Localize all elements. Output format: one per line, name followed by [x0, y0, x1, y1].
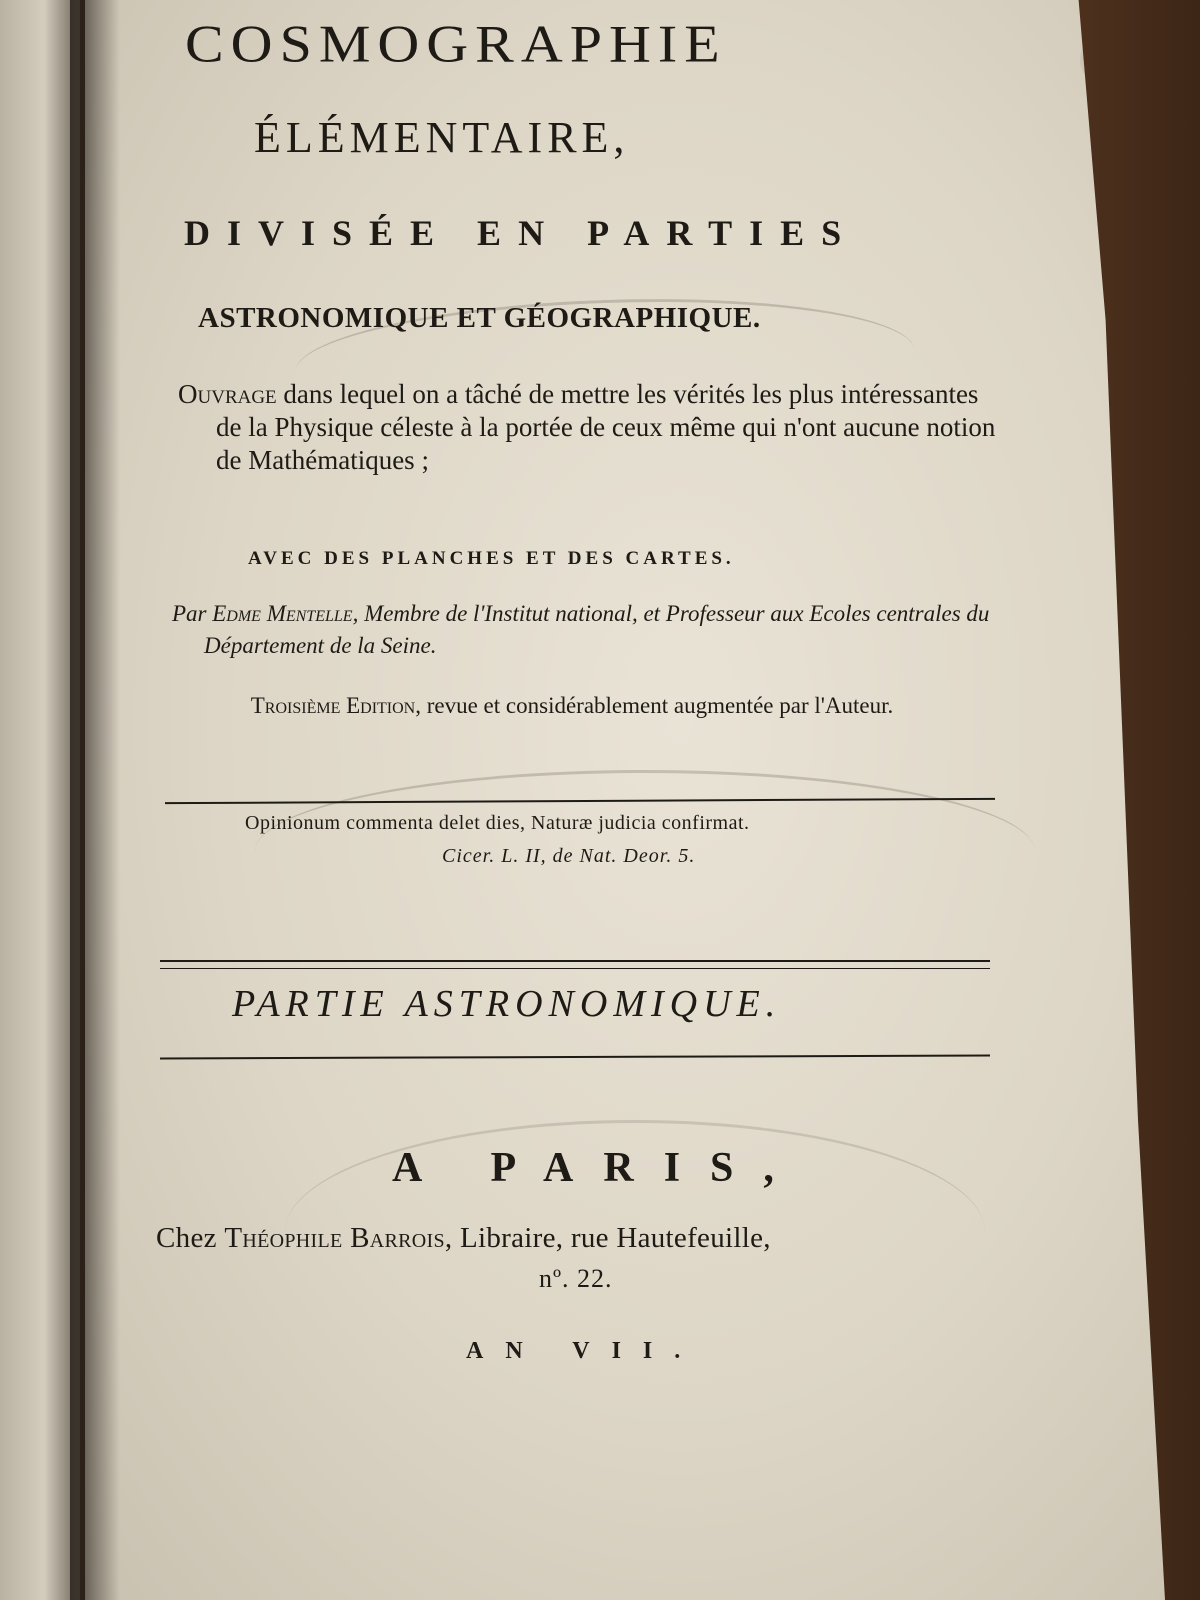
edition-line	[172, 690, 972, 722]
plates-line: AVEC DES PLANCHES ET DES CARTES.	[248, 548, 735, 569]
division-line: DIVISÉE EN PARTIES	[184, 213, 859, 253]
work-description	[178, 378, 1001, 477]
publisher-name: Théophile Barrois	[224, 1222, 445, 1254]
description-text: dans lequel on a tâché de mettre les vérités les plus intéressantes de la Physique céleste à la portée de ceux même qui n'ont aucune notion de Mathématiques ;	[216, 379, 996, 475]
publisher-address: , Libraire, rue Hautefeuille,	[444, 1222, 771, 1254]
book-subtitle: ÉLÉMENTAIRE,	[254, 113, 630, 162]
description-lead: Ouvrage	[178, 379, 277, 409]
section-heading: PARTIE ASTRONOMIQUE.	[232, 983, 782, 1025]
parts-line: ASTRONOMIQUE ET GÉOGRAPHIQUE.	[198, 302, 761, 334]
author-credentials: , Membre de l'Institut national, et Professeur aux Ecoles centrales du Département de la Seine.	[204, 601, 990, 658]
address-number: nº. 22.	[539, 1264, 613, 1293]
publication-year: AN VII.	[466, 1338, 703, 1364]
edition-text: , revue et considérablement augmentée par l'Auteur.	[415, 693, 894, 718]
horizontal-rule	[160, 960, 990, 962]
author-line	[172, 598, 1004, 662]
left-page-edge	[0, 0, 80, 1600]
horizontal-rule	[160, 968, 990, 969]
author-name: Edme Mentelle	[212, 601, 353, 626]
publisher-prefix: Chez	[156, 1222, 225, 1254]
author-prefix: Par	[172, 601, 213, 626]
publisher-line	[156, 1222, 771, 1255]
publication-place: A PARIS,	[392, 1145, 804, 1191]
spine-shadow	[70, 0, 120, 1600]
edition-lead: Troisième Edition	[250, 693, 416, 718]
book-title: COSMOGRAPHIE	[185, 13, 727, 74]
epigraph-source: Cicer. L. II, de Nat. Deor. 5.	[442, 845, 696, 867]
epigraph: Opinionum commenta delet dies, Naturæ judicia confirmat.	[245, 812, 750, 834]
